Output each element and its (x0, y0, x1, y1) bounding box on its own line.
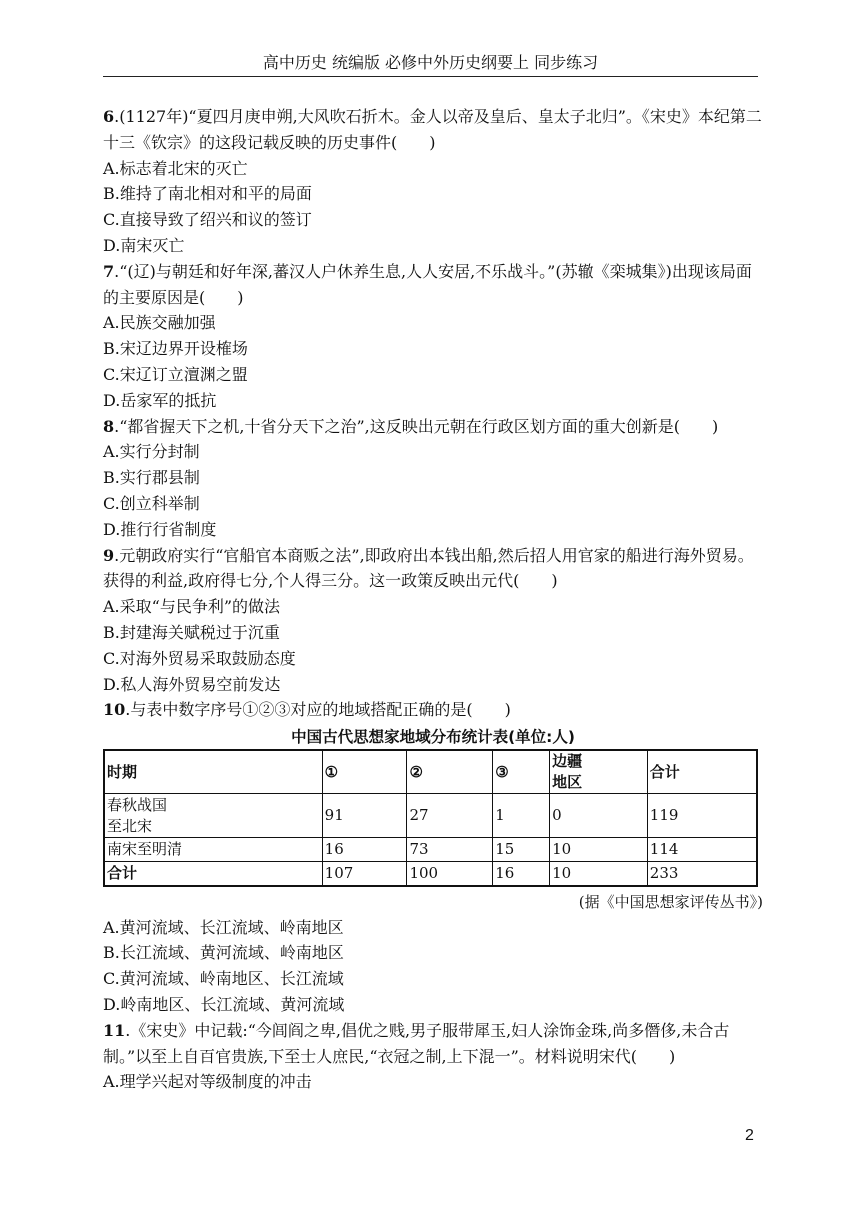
question-text: .《宋史》中记载:“今闾阎之卑,倡优之贱,男子服带犀玉,妇人涂饰金珠,尚多僭侈,未合古制。”以至上自百官贵族,下至士人庶民,“衣冠之制,上下混一”。材料说明宋代( ) (103, 1020, 730, 1066)
question-number: 10 (103, 700, 126, 720)
question-9 (103, 543, 763, 698)
option-b: B.实行郡县制 (103, 468, 200, 488)
page-number: 2 (745, 1127, 754, 1144)
table-cell: 10 (550, 862, 648, 886)
table-cell: 10 (550, 838, 648, 862)
option-d: D.岭南地区、长江流域、黄河流域 (103, 995, 345, 1015)
question-text: .与表中数字序号①②③对应的地域搭配正确的是( ) (125, 700, 511, 720)
option-c: C.对海外贸易采取鼓励态度 (103, 648, 296, 668)
question-11 (103, 1018, 763, 1095)
option-b: B.长江流域、黄河流域、岭南地区 (103, 943, 344, 963)
header-cell: 边疆 地区 (550, 750, 648, 794)
option-a: A.理学兴起对等级制度的冲击 (103, 1072, 312, 1092)
question-11-stem (103, 1018, 763, 1070)
table-title: 中国古代思想家地域分布统计表(单位:人) (291, 728, 575, 747)
table-total-row (104, 862, 757, 886)
question-number: 11 (103, 1020, 126, 1040)
option-a: A.黄河流域、长江流域、岭南地区 (103, 917, 344, 937)
option-b: B.封建海关赋税过于沉重 (103, 622, 280, 642)
table-cell: 15 (493, 838, 550, 862)
table-cell: 16 (322, 838, 407, 862)
table-cell: 73 (407, 838, 493, 862)
table-cell: 27 (407, 794, 493, 838)
question-number: 6 (103, 107, 115, 126)
header-cell: ① (322, 750, 407, 794)
header-cell: 合计 (647, 750, 757, 794)
page-header: 高中历史 统编版 必修中外历史纲要上 同步练习 (103, 50, 758, 77)
option-a: A.采取“与民争利”的做法 (103, 597, 281, 617)
option-a: A.实行分封制 (103, 442, 200, 462)
table-cell: 119 (647, 794, 757, 838)
table-cell: 合计 (104, 862, 322, 886)
header-cell: ② (407, 750, 493, 794)
table-cell: 91 (322, 794, 407, 838)
table-cell: 16 (493, 862, 550, 886)
option-b: B.维持了南北相对和平的局面 (103, 184, 312, 204)
header-cell: ③ (493, 750, 550, 794)
table-cell: 1 (493, 794, 550, 838)
question-number: 9 (103, 545, 115, 565)
option-a: A.民族交融加强 (103, 313, 216, 333)
option-b: B.宋辽边界开设榷场 (103, 339, 248, 359)
question-text: .(1127年)“夏四月庚申朔,大风吹石折木。金人以帝及皇后、皇太子北归”。《宋史》本纪第二十三《钦宗》的这段记载反映的历史事件( ) (103, 107, 762, 152)
option-d: D.推行行省制度 (103, 519, 217, 539)
option-c: C.黄河流域、岭南地区、长江流域 (103, 969, 344, 989)
question-10 (103, 697, 763, 1017)
option-d: D.南宋灭亡 (103, 235, 185, 255)
question-6 (103, 104, 763, 259)
question-9-stem (103, 543, 763, 595)
question-10-stem (103, 697, 763, 723)
question-content (103, 104, 763, 1095)
table-cell: 233 (647, 862, 757, 886)
header-cell: 时期 (104, 750, 322, 794)
question-text: .“(辽)与朝廷和好年深,蕃汉人户休养生息,人人安居,不乐战斗。”(苏辙《栾城集》)出现该局面的主要原因是( ) (103, 261, 752, 307)
thinker-distribution-table (103, 749, 758, 887)
option-c: C.创立科举制 (103, 493, 200, 513)
question-number: 7 (103, 261, 115, 281)
table-cell: 0 (550, 794, 648, 838)
option-d: D.岳家军的抵抗 (103, 390, 217, 410)
table-header-row (104, 750, 757, 794)
question-8-stem (103, 414, 763, 440)
question-7-stem (103, 259, 763, 311)
question-number: 8 (103, 416, 115, 436)
option-a: A.标志着北宋的灭亡 (103, 158, 248, 178)
question-7 (103, 259, 763, 414)
table-cell: 100 (407, 862, 493, 886)
table-cell: 107 (322, 862, 407, 886)
table-cell: 南宋至明清 (104, 838, 322, 862)
option-d: D.私人海外贸易空前发达 (103, 674, 281, 694)
question-8 (103, 414, 763, 543)
table-row (104, 794, 757, 838)
question-6-stem (103, 104, 763, 156)
option-c: C.直接导致了绍兴和议的签订 (103, 210, 312, 230)
option-c: C.宋辽订立澶渊之盟 (103, 364, 248, 384)
table-cell: 114 (647, 838, 757, 862)
table-cell: 春秋战国 至北宋 (104, 794, 322, 838)
table-source: (据《中国思想家评传丛书》) (578, 892, 763, 911)
question-text: .“都省握天下之机,十省分天下之治”,这反映出元朝在行政区划方面的重大创新是( ) (114, 416, 719, 436)
question-text: .元朝政府实行“官船官本商贩之法”,即政府出本钱出船,然后招人用官家的船进行海外贸易。获得的利益,政府得七分,个人得三分。这一政策反映出元代( ) (103, 545, 754, 591)
table-row (104, 838, 757, 862)
